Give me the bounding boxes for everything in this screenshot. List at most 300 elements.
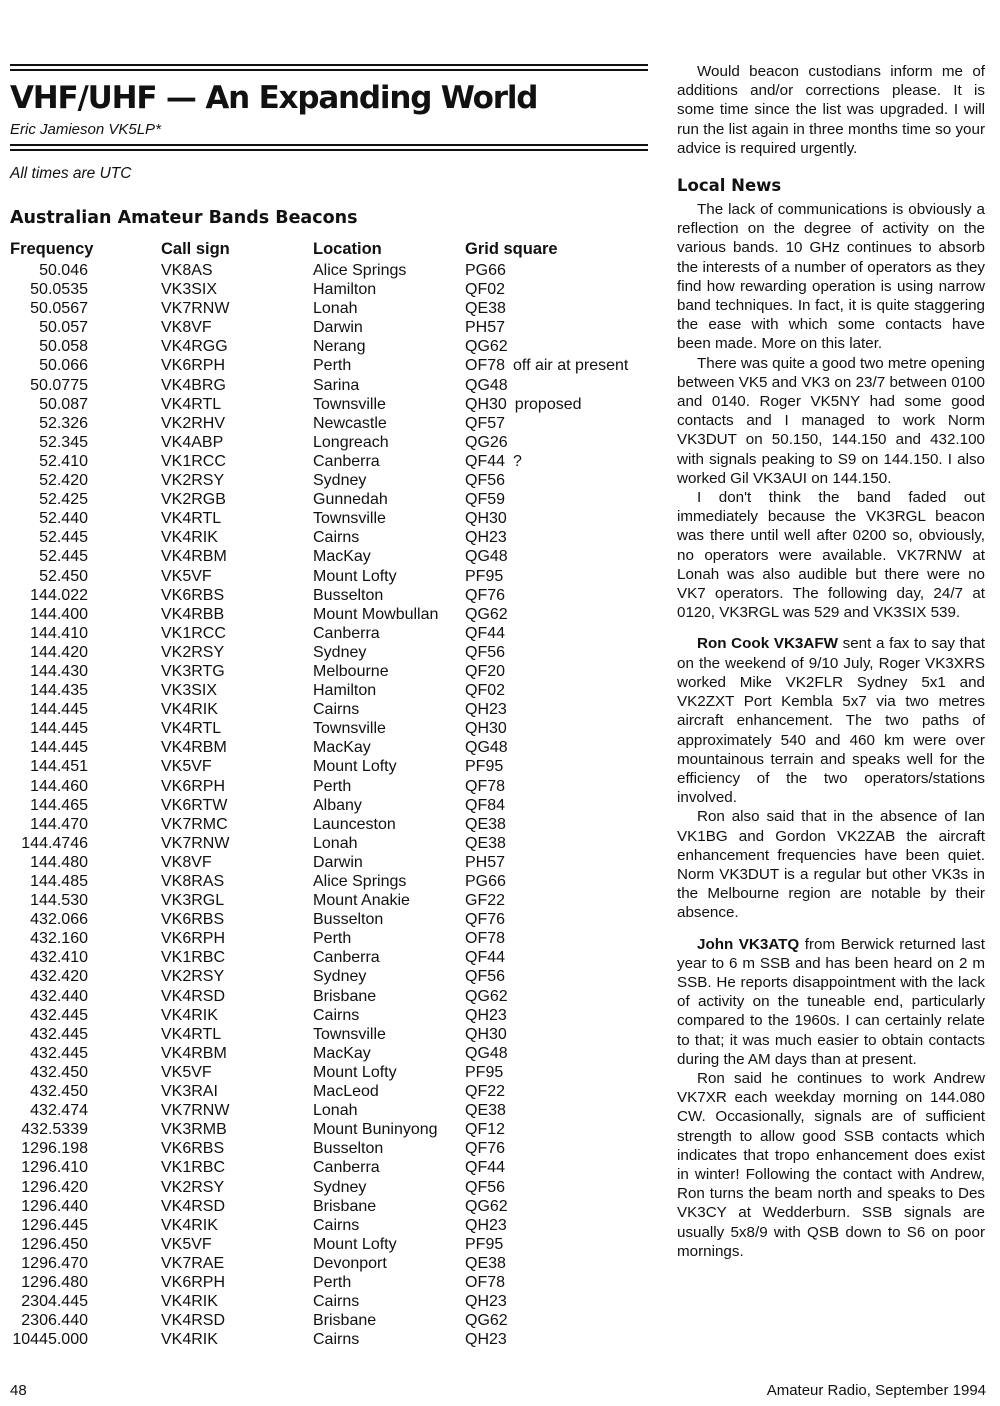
right-column [677, 62, 985, 1261]
beacon-grid-value: QE38 [465, 815, 506, 833]
page-number: 48 [10, 1382, 27, 1399]
news-paragraph-2: There was quite a good two metre opening between VK5 and VK3 on 23/7 between 0100 and 0140. Roger VK5NY had some good contacts and I managed to work Norm VK3DUT on 50.150, 144.150 and 432.100 with signals peaking to S9 on 144.150. I also worked Gil VK3AUI on 144.150. [677, 354, 985, 487]
beacon-row [0, 606, 650, 625]
beacon-frequency: 144.445 [30, 739, 88, 757]
beacon-location: Cairns [313, 1331, 360, 1349]
beacon-frequency: 1296.440 [21, 1197, 88, 1215]
beacon-grid-value: QF84 [465, 796, 506, 814]
column-header-grid-square: Grid square [465, 240, 558, 258]
beacon-location: Canberra [313, 452, 380, 470]
local-news-heading: Local News [677, 176, 782, 196]
beacon-frequency: 432.445 [30, 1025, 88, 1043]
beacon-frequency: 50.066 [39, 357, 88, 375]
beacon-call-sign: VK7RNW [161, 300, 230, 318]
beacon-grid-square [465, 911, 505, 929]
beacon-frequency: 144.445 [30, 701, 88, 719]
beacon-location: Mount Lofty [313, 567, 397, 585]
beacon-row [0, 1159, 650, 1178]
beacon-grid-value: PF95 [465, 1063, 504, 1081]
beacon-row [0, 548, 650, 567]
beacon-call-sign: VK3RMB [161, 1121, 227, 1139]
beacon-frequency: 50.0535 [30, 281, 88, 299]
beacon-location: Lonah [313, 834, 358, 852]
beacon-call-sign: VK4RSD [161, 987, 226, 1005]
beacon-grid-square [465, 758, 503, 776]
beacon-location: Sydney [313, 643, 367, 661]
beacon-grid-square [465, 1312, 508, 1330]
news-paragraph-4-body: sent a fax to say that on the weekend of 9/10 July, Roger VK3XRS worked Mike VK2FLR Sydney 5x1 and VK2ZXT Port Kembla 5x7 via two metres aircraft enhancement. The two paths of approximately 540 and 460 km were over mountainous terrain and speaks well for the efficiency of the two operators/stations involved. [677, 635, 985, 807]
beacon-call-sign: VK3SIX [161, 682, 218, 700]
beacon-grid-square [465, 357, 628, 375]
beacon-grid-square [465, 262, 506, 280]
beacon-location: Canberra [313, 1159, 380, 1177]
beacon-row [0, 510, 650, 529]
beacon-row [0, 338, 650, 357]
beacon-location: Brisbane [313, 987, 377, 1005]
beacon-row [0, 1102, 650, 1121]
beacon-row [0, 797, 650, 816]
beacon-call-sign: VK4RGG [161, 338, 228, 356]
beacon-grid-square [465, 491, 505, 509]
beacon-grid-value: PF95 [465, 1235, 504, 1253]
beacon-frequency: 1296.410 [21, 1159, 88, 1177]
beacon-row [0, 778, 650, 797]
beacon-call-sign: VK1RCC [161, 452, 226, 470]
beacon-grid-value: QG62 [465, 1312, 508, 1330]
beacon-grid-square [465, 281, 505, 299]
beacon-frequency: 432.445 [30, 1006, 88, 1024]
beacon-row [0, 434, 650, 453]
beacon-table-heading: Australian Amateur Bands Beacons [10, 208, 358, 228]
beacon-grid-square [465, 1179, 505, 1197]
beacon-call-sign: VK1RCC [161, 624, 226, 642]
beacon-grid-square [465, 338, 508, 356]
beacon-grid-value: QG26 [465, 433, 508, 451]
beacon-grid-value: QG62 [465, 605, 508, 623]
beacon-call-sign: VK5VF [161, 758, 212, 776]
beacon-row [0, 377, 650, 396]
beacon-location: Newcastle [313, 414, 387, 432]
news-paragraph-6-lead: John VK3ATQ [697, 935, 800, 953]
beacon-location: Cairns [313, 529, 360, 547]
beacon-grid-square [465, 816, 506, 834]
beacon-call-sign: VK6RPH [161, 930, 226, 948]
beacon-location: Townsville [313, 1025, 386, 1043]
beacon-frequency: 2306.440 [21, 1312, 88, 1330]
beacon-frequency: 50.0567 [30, 300, 88, 318]
beacon-row [0, 1293, 650, 1312]
beacon-grid-square [465, 701, 507, 719]
beacon-grid-value: QE38 [465, 1102, 506, 1120]
beacon-row [0, 587, 650, 606]
beacon-grid-square [465, 1236, 503, 1254]
beacon-row [0, 1217, 650, 1236]
beacon-row [0, 1007, 650, 1026]
beacon-location: Darwin [313, 319, 363, 337]
beacon-row [0, 529, 650, 548]
beacon-grid-value: OF78 [465, 1273, 506, 1291]
beacon-call-sign: VK4RTL [161, 395, 222, 413]
beacon-grid-square [465, 854, 505, 872]
beacon-call-sign: VK3RGL [161, 892, 225, 910]
beacon-location: Busselton [313, 1140, 384, 1158]
beacon-grid-square [465, 377, 508, 395]
beacon-call-sign: VK4RIK [161, 1331, 218, 1349]
beacon-location: Canberra [313, 624, 380, 642]
beacon-rows [0, 262, 650, 1350]
beacon-row [0, 758, 650, 777]
beacon-row [0, 1045, 650, 1064]
beacon-grid-square [465, 1274, 505, 1292]
beacon-location: MacKay [313, 1044, 371, 1062]
news-paragraph-4-lead: Ron Cook VK3AFW [697, 635, 838, 653]
beacon-note: proposed [514, 395, 582, 413]
beacon-frequency: 432.450 [30, 1063, 88, 1081]
beacon-call-sign: VK4RIK [161, 701, 218, 719]
beacon-row [0, 1064, 650, 1083]
beacon-call-sign: VK1RBC [161, 949, 226, 967]
beacon-frequency: 50.087 [39, 395, 88, 413]
beacon-location: MacKay [313, 548, 371, 566]
beacon-location: Albany [313, 796, 362, 814]
beacon-frequency: 144.4746 [21, 834, 88, 852]
beacon-grid-square [465, 892, 505, 910]
beacon-location: MacKay [313, 739, 371, 757]
beacon-call-sign: VK2RHV [161, 414, 226, 432]
beacon-row [0, 1026, 650, 1045]
beacon-call-sign: VK2RSY [161, 1178, 225, 1196]
beacon-location: Mount Lofty [313, 1063, 397, 1081]
beacon-row [0, 835, 650, 854]
column-header-location: Location [313, 240, 382, 258]
beacon-location: Melbourne [313, 662, 389, 680]
beacon-call-sign: VK7RNW [161, 1102, 230, 1120]
beacon-row [0, 453, 650, 472]
beacon-grid-value: QG62 [465, 987, 508, 1005]
beacon-frequency: 144.460 [30, 777, 88, 795]
beacon-location: Mount Lofty [313, 758, 397, 776]
news-paragraph-3: I don't think the band faded out immediately because the VK3RGL beacon was there until well after 0200 so, obviously, no operators were available. VK7RNW at Lonah was also audible but there were no VK7 operators. The following day, 24/7 at 0120, VK3RGL was 529 and VK3SIX 539. [677, 489, 985, 622]
beacon-location: Gunnedah [313, 491, 388, 509]
beacon-location: MacLeod [313, 1083, 379, 1101]
beacon-grid-value: QH30 [465, 1025, 507, 1043]
beacon-location: Perth [313, 357, 352, 375]
beacon-location: Perth [313, 1273, 352, 1291]
beacon-frequency: 1296.445 [21, 1216, 88, 1234]
beacon-grid-value: QG48 [465, 376, 508, 394]
beacon-call-sign: VK4RTL [161, 720, 222, 738]
beacon-grid-value: QF56 [465, 968, 506, 986]
beacon-call-sign: VK4ABP [161, 433, 224, 451]
beacon-frequency: 144.470 [30, 815, 88, 833]
beacon-frequency: 432.160 [30, 930, 88, 948]
beacon-grid-square [465, 663, 505, 681]
beacon-grid-value: QF76 [465, 911, 506, 929]
beacon-grid-value: QH23 [465, 529, 507, 547]
beacon-row [0, 625, 650, 644]
beacon-frequency: 432.5339 [21, 1121, 88, 1139]
beacon-grid-value: GF22 [465, 892, 506, 910]
beacon-call-sign: VK6RTW [161, 796, 228, 814]
beacon-call-sign: VK4RIK [161, 1293, 218, 1311]
beacon-row [0, 1312, 650, 1331]
beacon-call-sign: VK2RSY [161, 643, 225, 661]
beacon-grid-value: PH57 [465, 319, 506, 337]
beacon-row [0, 854, 650, 873]
beacon-location: Townsville [313, 510, 386, 528]
beacon-grid-value: QG48 [465, 548, 508, 566]
beacon-row [0, 720, 650, 739]
beacon-row [0, 1179, 650, 1198]
beacon-frequency: 144.530 [30, 892, 88, 910]
beacon-call-sign: VK6RBS [161, 911, 225, 929]
beacon-call-sign: VK4RSD [161, 1312, 226, 1330]
beacon-grid-square [465, 472, 505, 490]
beacon-call-sign: VK6RPH [161, 1273, 226, 1291]
beacon-grid-square [465, 1293, 507, 1311]
beacon-grid-value: QF56 [465, 643, 506, 661]
beacon-grid-value: PF95 [465, 567, 504, 585]
beacon-location: Cairns [313, 701, 360, 719]
beacon-call-sign: VK8VF [161, 319, 212, 337]
beacon-location: Sydney [313, 968, 367, 986]
beacon-call-sign: VK4RIK [161, 1216, 218, 1234]
beacon-grid-square [465, 434, 508, 452]
beacon-location: Busselton [313, 586, 384, 604]
beacon-row [0, 873, 650, 892]
beacon-location: Launceston [313, 815, 396, 833]
beacon-location: Devonport [313, 1254, 387, 1272]
news-paragraph-6-body: from Berwick returned last year to 6 m SSB and has been heard on 2 m SSB. He reports disappointment with the lack of activity on the tuneable end, particularly compared to the 1960s. I can certainly relate to that; it was much easier to obtain contacts during the AM days than at present. [677, 935, 985, 1068]
beacon-frequency: 52.445 [39, 548, 88, 566]
beacon-call-sign: VK8RAS [161, 873, 225, 890]
beacon-location: Darwin [313, 853, 363, 871]
beacon-grid-square [465, 1102, 506, 1120]
beacon-row [0, 1274, 650, 1293]
beacon-row [0, 988, 650, 1007]
beacon-row [0, 930, 650, 949]
beacon-location: Mount Anakie [313, 892, 410, 910]
beacon-location: Townsville [313, 720, 386, 738]
beacon-call-sign: VK1RBC [161, 1159, 226, 1177]
beacon-grid-value: QH30 [465, 720, 507, 738]
column-header-call-sign: Call sign [161, 240, 230, 258]
beacon-frequency: 432.440 [30, 987, 88, 1005]
beacon-row [0, 682, 650, 701]
beacon-row [0, 968, 650, 987]
beacon-frequency: 52.410 [39, 452, 88, 470]
beacon-grid-value: QF02 [465, 682, 506, 700]
news-paragraph-1: The lack of communications is obviously a reflection on the degree of activity on the various bands. 10 GHz continues to absorb the interests of a number of operators as they find how rewarding operation is using narrow band techniques. In fact, it is quite staggering the ease with which some contacts have been made. More on this later. [677, 201, 985, 353]
beacon-frequency: 144.435 [30, 682, 88, 700]
beacon-grid-value: QF56 [465, 472, 506, 490]
beacon-row [0, 644, 650, 663]
beacon-call-sign: VK7RMC [161, 815, 228, 833]
beacon-grid-square [465, 1255, 506, 1273]
beacon-row [0, 1083, 650, 1102]
beacon-grid-square [465, 415, 505, 433]
beacon-frequency: 432.450 [30, 1083, 88, 1101]
beacon-grid-square [465, 778, 505, 796]
beacon-location: Sarina [313, 376, 360, 394]
beacon-grid-square [465, 625, 505, 643]
beacon-table-header [0, 240, 650, 262]
beacon-call-sign: VK3RAI [161, 1083, 218, 1101]
beacon-call-sign: VK7RAE [161, 1254, 225, 1272]
beacon-grid-square [465, 949, 505, 967]
beacon-grid-square [465, 1083, 505, 1101]
beacon-call-sign: VK2RGB [161, 491, 226, 509]
beacon-grid-square [465, 529, 507, 547]
beacon-location: Townsville [313, 395, 386, 413]
beacon-grid-square [465, 1159, 505, 1177]
beacon-frequency: 50.057 [39, 319, 88, 337]
beacon-call-sign: VK4RBM [161, 548, 227, 566]
beacon-call-sign: VK4RBM [161, 1044, 227, 1062]
beacon-frequency: 52.420 [39, 472, 88, 490]
beacon-location: Hamilton [313, 682, 377, 700]
beacon-row [0, 739, 650, 758]
beacon-row [0, 1236, 650, 1255]
beacon-grid-value: QF22 [465, 1083, 506, 1101]
beacon-frequency: 144.400 [30, 605, 88, 623]
beacon-location: Sydney [313, 1178, 367, 1196]
beacon-row [0, 415, 650, 434]
beacon-row [0, 568, 650, 587]
beacon-call-sign: VK4RIK [161, 1006, 218, 1024]
title-top-rule [10, 64, 648, 71]
beacon-grid-value: QG62 [465, 1197, 508, 1215]
beacon-grid-square [465, 1331, 507, 1349]
beacon-frequency: 1296.420 [21, 1178, 88, 1196]
beacon-row [0, 1255, 650, 1274]
beacon-row [0, 949, 650, 968]
beacon-location: Brisbane [313, 1197, 377, 1215]
beacon-frequency: 432.410 [30, 949, 88, 967]
beacon-row [0, 281, 650, 300]
beacon-table [0, 240, 650, 1350]
beacon-call-sign: VK8VF [161, 853, 212, 871]
beacon-location: Canberra [313, 949, 380, 967]
beacon-grid-value: QG48 [465, 1044, 508, 1062]
beacon-grid-value: QF02 [465, 281, 506, 299]
beacon-frequency: 52.450 [39, 567, 88, 585]
beacon-frequency: 52.345 [39, 433, 88, 451]
beacon-row [0, 892, 650, 911]
beacon-grid-value: OF78 [465, 930, 506, 948]
beacon-grid-square [465, 548, 508, 566]
beacon-call-sign: VK4BRG [161, 376, 226, 394]
beacon-frequency: 52.440 [39, 510, 88, 528]
beacon-location: Busselton [313, 911, 384, 929]
beacon-location: Lonah [313, 300, 358, 318]
beacon-grid-value: OF78 [465, 357, 506, 375]
beacon-grid-value: QH30 [465, 510, 507, 528]
beacon-frequency: 1296.480 [21, 1273, 88, 1291]
beacon-grid-value: PF95 [465, 758, 504, 776]
beacon-grid-value: QF44 [465, 949, 506, 967]
author-byline: Eric Jamieson VK5LP* [10, 121, 161, 138]
beacon-frequency: 432.474 [30, 1102, 88, 1120]
beacon-row [0, 911, 650, 930]
beacon-row [0, 816, 650, 835]
beacon-call-sign: VK5VF [161, 567, 212, 585]
beacon-grid-value: QH23 [465, 1216, 507, 1234]
beacon-grid-value: QF59 [465, 491, 506, 509]
column-header-frequency: Frequency [10, 240, 94, 258]
beacon-grid-square [465, 1121, 505, 1139]
beacon-frequency: 144.420 [30, 643, 88, 661]
beacon-frequency: 144.410 [30, 624, 88, 642]
beacon-grid-value: QF56 [465, 1178, 506, 1196]
beacon-location: Mount Buninyong [313, 1121, 438, 1139]
beacon-grid-square [465, 453, 522, 471]
beacon-grid-value: QE38 [465, 1254, 506, 1272]
beacon-location: Perth [313, 930, 352, 948]
times-note: All times are UTC [10, 165, 132, 182]
beacon-grid-square [465, 319, 505, 337]
beacon-call-sign: VK4RSD [161, 1197, 226, 1215]
beacon-call-sign: VK5VF [161, 1235, 212, 1253]
beacon-row [0, 1331, 650, 1350]
beacon-grid-square [465, 739, 508, 757]
beacon-grid-square [465, 300, 506, 318]
beacon-call-sign: VK3RTG [161, 662, 225, 680]
beacon-grid-square [465, 988, 508, 1006]
beacon-row [0, 396, 650, 415]
beacon-call-sign: VK4RIK [161, 529, 218, 547]
beacon-grid-square [465, 510, 507, 528]
beacon-note: ? [513, 452, 522, 470]
beacon-frequency: 50.058 [39, 338, 88, 356]
beacon-grid-value: QF12 [465, 1121, 506, 1139]
beacon-grid-square [465, 873, 506, 891]
beacon-grid-square [465, 1217, 507, 1235]
news-paragraph-5: Ron also said that in the absence of Ian VK1BG and Gordon VK2ZAB the aircraft enhancement frequencies have been quiet. Norm VK3DUT is a regular but other VK3s in the Melbourne region are notable by their absence. [677, 808, 985, 922]
beacon-call-sign: VK6RBS [161, 586, 225, 604]
beacon-grid-value: QF44 [465, 452, 506, 470]
beacon-grid-square [465, 1045, 508, 1063]
beacon-frequency: 1296.450 [21, 1235, 88, 1253]
beacon-grid-value: QF44 [465, 1159, 506, 1177]
beacon-grid-value: QH23 [465, 1293, 507, 1311]
beacon-frequency: 2304.445 [21, 1293, 88, 1311]
beacon-grid-square [465, 396, 582, 414]
beacon-grid-square [465, 968, 505, 986]
beacon-frequency: 144.465 [30, 796, 88, 814]
beacon-row [0, 663, 650, 682]
beacon-grid-square [465, 1064, 503, 1082]
beacon-grid-value: QH30 [465, 395, 507, 413]
beacon-call-sign: VK6RPH [161, 357, 226, 375]
beacon-location: Cairns [313, 1216, 360, 1234]
beacon-location: Alice Springs [313, 873, 407, 890]
beacon-frequency: 50.046 [39, 262, 88, 279]
beacon-note: off air at present [513, 357, 629, 375]
beacon-grid-square [465, 568, 503, 586]
beacon-frequency: 52.425 [39, 491, 88, 509]
beacon-grid-value: PH57 [465, 853, 506, 871]
beacon-call-sign: VK6RPH [161, 777, 226, 795]
beacon-row [0, 1198, 650, 1217]
publication-footer: Amateur Radio, September 1994 [766, 1382, 986, 1399]
news-paragraph-7: Ron said he continues to work Andrew VK7XR each weekday morning on 144.080 CW. Occasionally, signals are of sufficient strength to allow good SSB contacts which indicates that tropo enhancement does exist in winter! Following the contact with Andrew, Ron turns the beam north and speaks to Des VK3CY at Wedderburn. SSB signals are usually 5x8/9 with QSB down to S6 on poor mornings. [677, 1069, 985, 1260]
beacon-grid-value: QG62 [465, 338, 508, 356]
beacon-frequency: 144.445 [30, 720, 88, 738]
beacon-frequency: 144.022 [30, 586, 88, 604]
beacon-frequency: 144.430 [30, 662, 88, 680]
beacon-call-sign: VK3SIX [161, 281, 218, 299]
